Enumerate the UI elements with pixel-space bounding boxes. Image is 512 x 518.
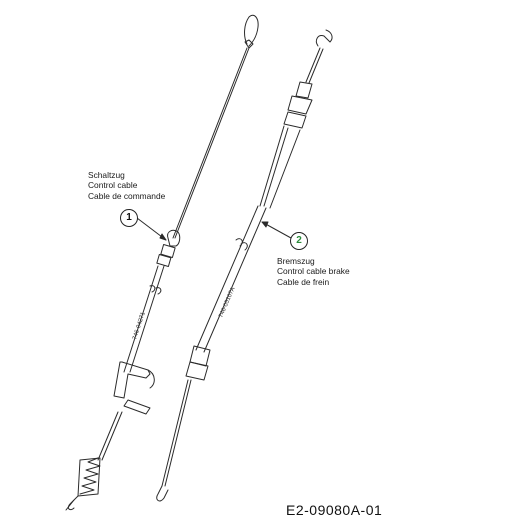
shift-cable-label-fr: Cable de commande [88,190,166,201]
brake-cable-upper-collar [284,112,306,128]
brake-cable-sheath-left [260,126,284,206]
brake-cable-sheath-inner [264,128,288,206]
shift-cable-spring [80,458,100,494]
shift-cable-clamp [168,230,180,246]
shift-cable-wire-upper-a [173,48,247,238]
brake-cable-sheath-right [270,130,300,208]
drawing-number: E2-09080A-01 [286,502,383,518]
brake-cable-bottom-hook [157,486,168,501]
shift-cable-label-de: Schaltzug [88,170,125,180]
callout-1: 1 [120,209,138,227]
shift-cable [66,15,258,510]
shift-cable-top-ferrule [245,40,253,48]
brake-cable-lower-collar [186,362,208,380]
callout-2: 2 [290,232,308,250]
callout-1-arrowhead [160,234,166,240]
shift-cable-housing-lower-right [102,412,122,460]
brake-cable-label [277,256,350,287]
brake-cable-label-fr: Cable de frein [277,276,330,287]
brake-cable-top-wire-a [306,48,320,82]
brake-cable-housing-right [204,208,266,352]
shift-cable-bracket-tab [124,400,150,414]
shift-cable-part-stamp: 746-04271 [132,311,147,341]
brake-cable-top-hook [316,30,332,46]
callout-2-arrowhead [262,222,268,227]
brake-cable-lower-wire-a [162,380,188,486]
shift-cable-label-en: Control cable [88,180,138,191]
shift-cable-wire-upper-b [175,48,249,238]
brake-cable-part-stamp: 746-05107A [218,286,237,319]
shift-cable-label [88,170,165,201]
brake-cable-housing-left [196,206,258,350]
brake-cable-label-en: Control cable brake [277,266,350,277]
brake-cable-top-wire-b [309,49,323,83]
shift-cable-housing-lower-left [98,412,118,460]
brake-cable-lower-wire-b [165,380,191,486]
shift-cable-end-hook [68,496,78,510]
brake-cable-label-de: Bremszug [277,256,315,266]
shift-cable-housing-right [130,266,164,372]
brake-cable-upper-ferrule [296,82,312,98]
brake-cable-upper-nut [288,96,312,114]
